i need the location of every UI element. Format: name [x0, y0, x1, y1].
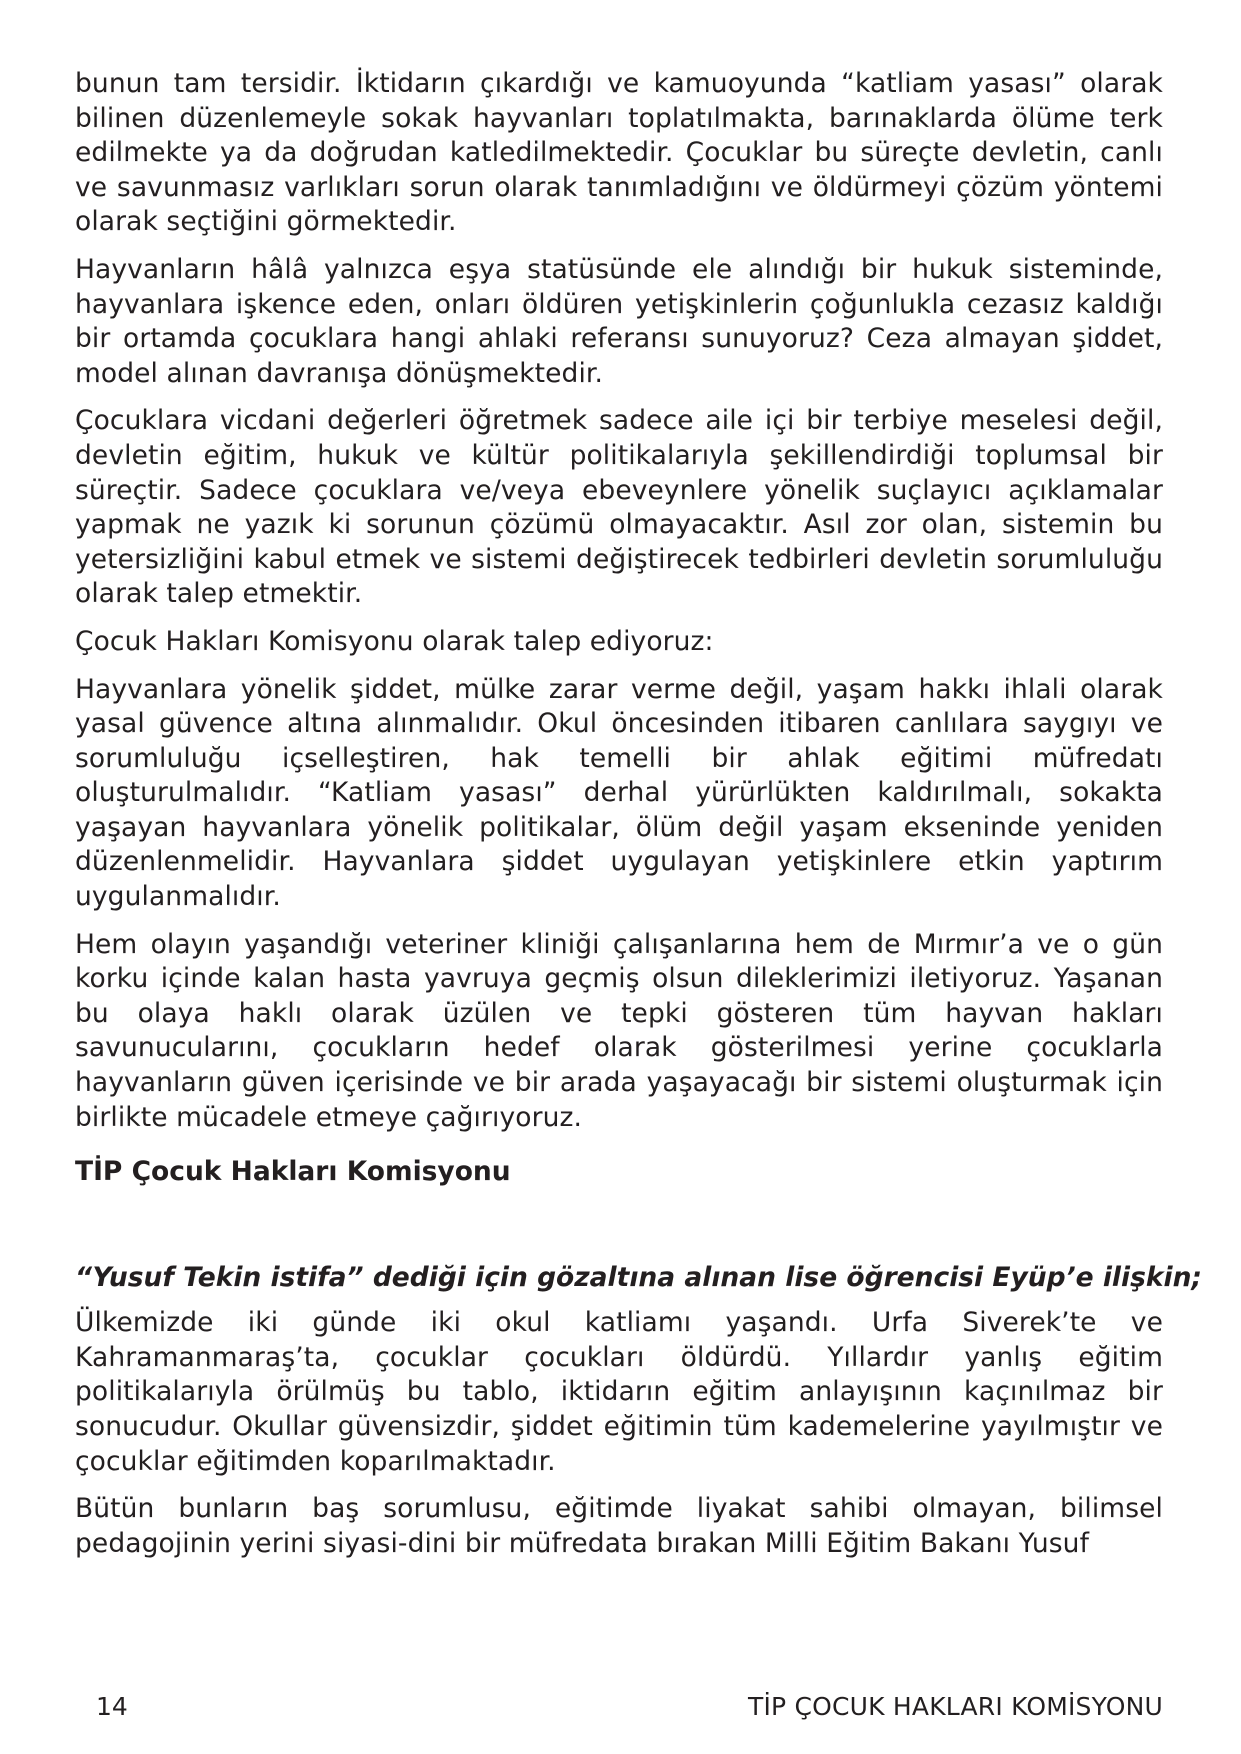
- paragraph: Çocuk Hakları Komisyonu olarak talep ediyoruz:: [75, 625, 714, 657]
- paragraph: Hayvanların hâlâ yalnızca eşya statüsünde ele alındığı bir hukuk sisteminde, hayvanlara işkence eden, onları öldüren yetişkinlerin çoğunlukla cezasız kaldığı bir ortamda çocuklara hangi ahlaki referansı sunuyoruz? Ceza almayan şiddet, model alınan davranışa dönüşmektedir.: [75, 253, 1163, 389]
- paragraph: Hem olayın yaşandığı veteriner kliniği çalışanlarına hem de Mırmır’a ve o gün korku içinde kalan hasta yavruya geçmiş olsun dileklerimizi iletiyoruz. Yaşanan bu olaya haklı olarak üzülen ve tepki gösteren tüm hayvan hakları savunucularını, çocukların hedef olarak gösterilmesi yerine çocuklarla hayvanların güven içerisinde ve bir arada yaşayacağı bir sistemi oluşturmak için birlikte mücadele etmeye çağırıyoruz.: [75, 928, 1163, 1133]
- running-footer-title: TİP ÇOCUK HAKLARI KOMİSYONU: [748, 1692, 1163, 1721]
- section-title: “Yusuf Tekin istifa” dediği için gözaltına alınan lise öğrencisi Eyüp’e ilişkin;: [75, 1262, 1203, 1294]
- paragraph: Ülkemizde iki günde iki okul katliamı yaşandı. Urfa Siverek’te ve Kahramanmaraş’ta, çocuklar çocukları öldürdü. Yıllardır yanlış eğitim politikalarıyla örülmüş bu tablo, iktidarın eğitim anlayışının kaçınılmaz bir sonucudur. Okullar güvensizdir, şiddet eğitimin tüm kademelerine yayılmıştır ve çocuklar eğitimden koparılmaktadır.: [75, 1307, 1163, 1477]
- paragraph: Bütün bunların baş sorumlusu, eğitimde liyakat sahibi olmayan, bilimsel pedagojinin yerini siyasi-dini bir müfredata bırakan Milli Eğitim Bakanı Yusuf: [75, 1493, 1163, 1559]
- paragraph: Hayvanlara yönelik şiddet, mülke zarar verme değil, yaşam hakkı ihlali olarak yasal güvence altına alınmalıdır. Okul öncesinden itibaren canlılara saygıyı ve sorumluluğu içselleştiren, hak temelli bir ahlak eğitimi müfredatı oluşturulmalıdır. “Katliam yasası” derhal yürürlükten kaldırılmalı, sokakta yaşayan hayvanlara yönelik politikalar, ölüm değil yaşam ekseninde yeniden düzenlenmelidir. Hayvanlara şiddet uygulayan yetişkinlere etkin yaptırım uygulanmalıdır.: [75, 673, 1163, 913]
- paragraph: bunun tam tersidir. İktidarın çıkardığı ve kamuoyunda “katliam yasası” olarak bilinen düzenlemeyle sokak hayvanları toplatılmakta, barınaklarda ölüme terk edilmekte ya da doğrudan katledilmektedir. Çocuklar bu süreçte devletin, canlı ve savunmasız varlıkları sorun olarak tanımladığını ve öldürmeyi çözüm yöntemi olarak seçtiğini görmektedir.: [75, 68, 1163, 238]
- signature: TİP Çocuk Hakları Komisyonu: [75, 1156, 511, 1188]
- paragraph: Çocuklara vicdani değerleri öğretmek sadece aile içi bir terbiye meselesi değil, devletin eğitim, hukuk ve kültür politikalarıyla şekillendirdiği toplumsal bir süreçtir. Sadece çocuklara ve/veya ebeveynlere yönelik suçlayıcı açıklamalar yapmak ne yazık ki sorunun çözümü olmayacaktır. Asıl zor olan, sistemin bu yetersizliğini kabul etmek ve sistemi değiştirecek tedbirleri devletin sorumluluğu olarak talep etmektir.: [75, 405, 1163, 610]
- page-content: [75, 67, 1203, 1574]
- page-number: 14: [96, 1692, 128, 1721]
